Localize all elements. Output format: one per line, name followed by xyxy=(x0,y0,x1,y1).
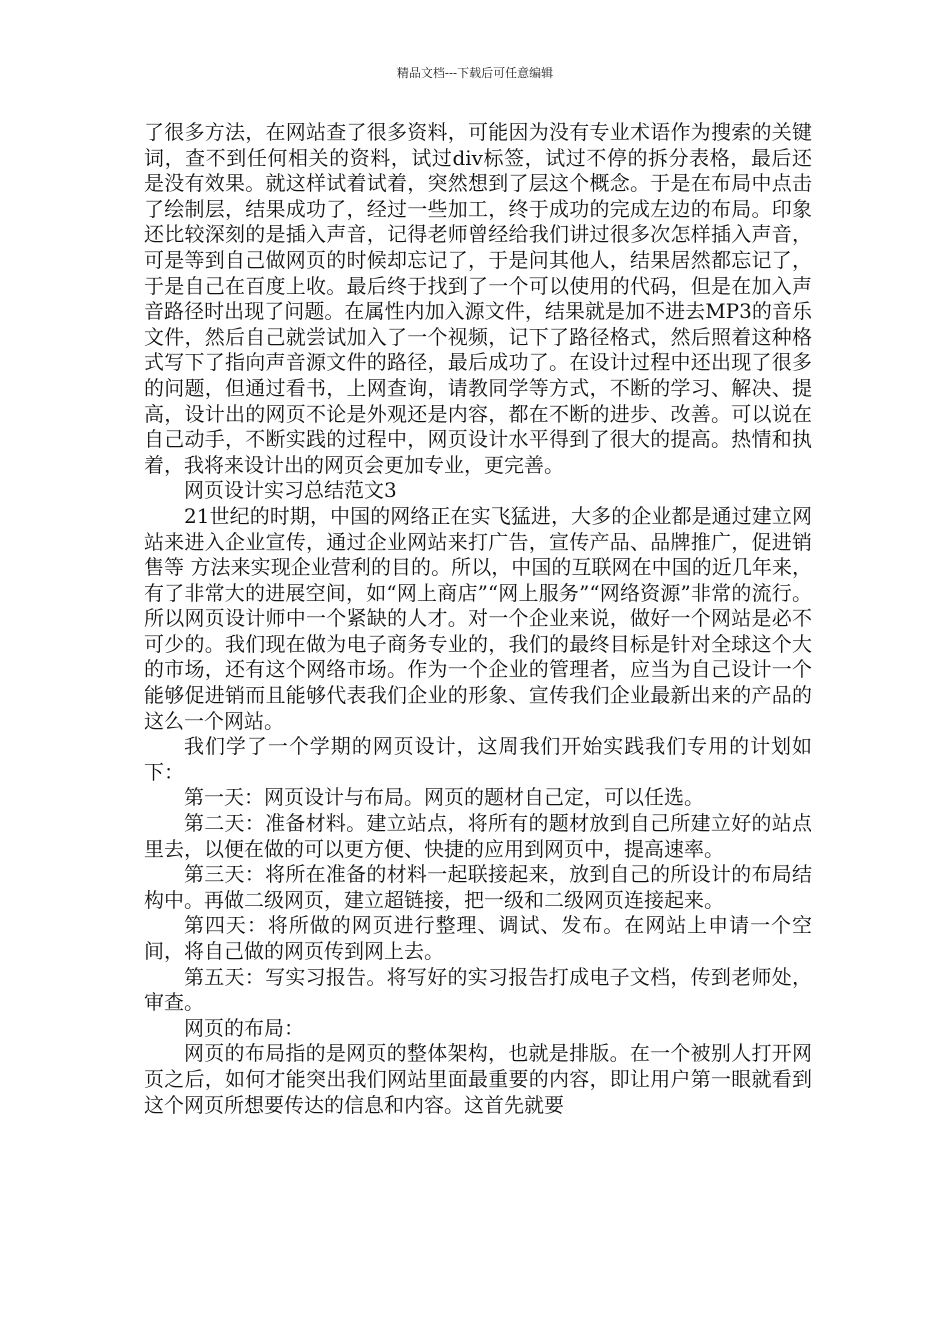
paragraph-continuation: 了很多方法，在网站查了很多资料，可能因为没有专业术语作为搜索的关键词，查不到任何相关的资料，试过div标签，试过不停的拆分表格，最后还是没有效果。就这样试着试着，突然想到了层这个概念。于是在布局中点击了绘制层，结果成功了，经过一些加工，终于成功的完成左边的布局。印象还比较深刻的是插入声音，记得老师曾经给我们讲过很多次怎样插入声音，可是等到自己做网页的时候却忘记了，于是问其他人，结果居然都忘记了，于是自己在百度上收。最后终于找到了一个可以使用的代码，但是在加入声音路径时出现了问题。在属性内加入源文件，结果就是加不进去MP3的音乐文件，然后自己就尝试加入了一个视频，记下了路径格式，然后照着这种格式写下了指向声音源文件的路径，最后成功了。在设计过程中还出现了很多的问题，但通过看书，上网查询，请教同学等方式，不断的学习、解决、提高，设计出的网页不论是外观还是内容，都在不断的进步、改善。可以说在自己动手，不断实践的过程中，网页设计水平得到了很大的提高。热情和执着，我将来设计出的网页会更加专业，更完善。 xyxy=(144,120,812,477)
paragraph: 21世纪的时期，中国的网络正在实飞猛进，大多的企业都是通过建立网站来进入企业宣传，通过企业网站来打广告，宣传产品、品牌推广，促进销售等 方法来实现企业营利的目的。所以，中国的互联网在中国的近几年来，有了非常大的进展空间，如“网上商店”“网上服务”“网络资源”非常的流行。所以网页设计师中一个紧缺的人才。对一个企业来说，做好一个网站是必不可少的。我们现在做为电子商务专业的，我们的最终目标是针对全球这个大的市场，还有这个网络市场。作为一个企业的管理者，应当为自己设计一个能够促进销而且能够代表我们企业的形象、宣传我们企业最新出来的产品的这么一个网站。 xyxy=(144,503,812,733)
section-heading: 网页设计实习总结范文3 xyxy=(184,478,397,503)
paragraph: 网页的布局指的是网页的整体架构，也就是排版。在一个被别人打开网页之后，如何才能突出我们网站里面最重要的内容，即让用户第一眼就看到这个网页所想要传达的信息和内容。这首先就要 xyxy=(144,1041,812,1117)
plan-day-3: 第三天：将所在准备的材料一起联接起来，放到自己的所设计的布局结构中。再做二级网页，建立超链接，把一级和二级网页连接起来。 xyxy=(144,862,812,912)
plan-day-2: 第二天：准备材料。建立站点，将所有的题材放到自己所建立好的站点里去，以便在做的可以更方便、快捷的应用到网页中，提高速率。 xyxy=(144,811,812,861)
plan-day-1: 第一天：网页设计与布局。网页的题材自己定，可以任选。 xyxy=(184,785,704,810)
paragraph: 我们学了一个学期的网页设计，这周我们开始实践我们专用的计划如下： xyxy=(144,734,812,784)
plan-day-5: 第五天：写实习报告。将写好的实习报告打成电子文档，传到老师处，审查。 xyxy=(144,964,812,1015)
subheading-layout: 网页的布局： xyxy=(184,1015,304,1040)
page-header: 精品文档---下载后可任意编辑 xyxy=(396,66,554,80)
plan-day-4: 第四天：将所做的网页进行整理、调试、发布。在网站上申请一个空间，将自己做的网页传到网上去。 xyxy=(144,913,812,963)
document-body xyxy=(144,120,812,1118)
